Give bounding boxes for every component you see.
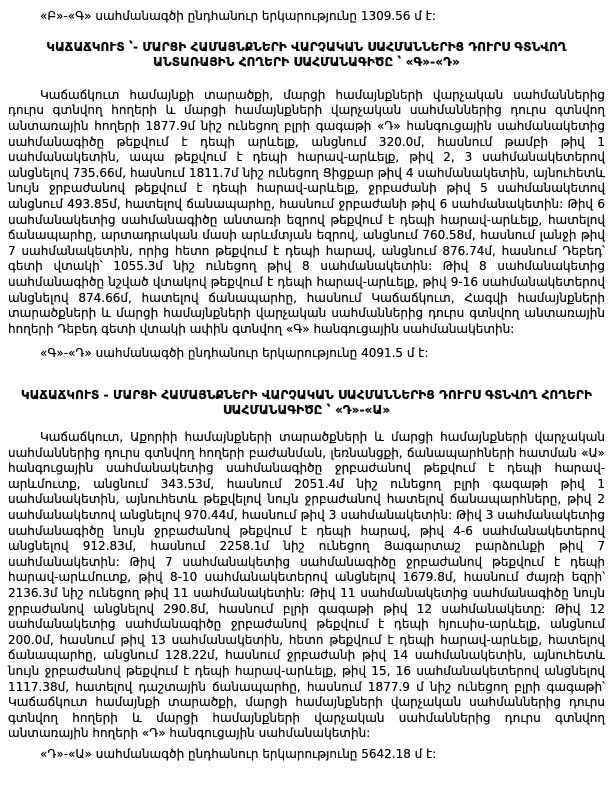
boundary-d-a-total-length-line: «Դ»-«Ա» սահմանագծի ընդհանուր երկարությունը 5642.18 մ է: — [40, 746, 437, 761]
section-forest-lands-body: Կաճաճկուտ համայնքի տարածքի, մարցի համայնքների վարչական սահմաններից դուրս գտնվող հողերի և մարցի համայնքների վարչական սահմաններից դուրս գտնվող անտառային հողերի 1877.9մ նիշ ունեցող բլրի գագաթի «Դ» հանգուցային սահմանակետից սահմանագիծը թեքվում է դեպի արևելք, անցնում 320.0մ, հասնում թամբի թիվ 1 սահմանակետին, ապա թեքվում է դեպի հարավ-արևելք, թիվ 2, 3 սահմանակետերով անցնելով 735.66մ, հասնում 1811.7մ նիշ ունեցող Ցիցքար թիվ 4 սահմանակետին, այնուհետև նույն ջրբաժանով թեքվում է դեպի հարավ-արևելք, ջրբաժանի թիվ 5 սահմանակետով անցնում 493.85մ, հատելով ճանապարհը, հասնում ջրբաժանի թիվ 6 սահմանակետին: Թիվ 6 սահմանակետից սահմանագիծը անտառի եզրով թեքվում է դեպի հարավ-արևելք, հատելով ճանապարհը, արտադրական մասի արևմտյան եզրով, անցնում 760.58մ, հասնում լանջի թիվ 7 սահմանակետին, որից հետո թեքվում է դեպի հարավ, անցնում 876.74մ, հասնում Դեբեդ՝ գետի վտակի՝ 1055.3մ նիշ ունեցող թիվ 8 սահմանակետին: Թիվ 8 սահմանակետից սահմանագիծը նշված վտակով թեքվում է դեպի հարավ-արևելք, թիվ 9-16 սահմանակետերով անցնելով 874.66մ, հատելով ճանապարհը, հասնում Կաճաճկուտ, Հագվի համայնքների տարածքների և մարցի համայնքների վարչական սահմաններից դուրս գտնվող անտառային հողերի Դեբեդ գետի վտակի ափին գտնվող «Գ» հանգուցային սահմանակետին: — [8, 87, 605, 336]
boundary-g-d-total-length-line: «Գ»-«Դ» սահմանագծի ընդհանուր երկարությունը 4091.5 մ է: — [40, 346, 429, 361]
boundary-b-g-total-length-line: «Բ»-«Գ» սահմանագծի ընդհանուր երկարությունը 1309.56 մ է: — [40, 9, 436, 23]
section-lands-body: Կաճաճկուտ, Աքորիի համայնքների տարածքների և մարցի համայնքների վարչական սահմաններից դուրս գտնվող հողերի բաժանման, լեռնանցքի, ճանապարհների հատման «Ա» հանգուցային սահմանակետից սահմանագիծը ջրբաժանով թեքվում է դեպի հարավ-արևմուտք, անցնում 343.53մ, հասնում 2051.4մ նիշ ունեցող բլրի գագաթի թիվ 1 սահմանակետին, այնուհետև թեքվելով նույն ջրբաժանով հատելով ճանապարհները, թիվ 2 սահմանակետով անցնելով 970.44մ, հասնում թիվ 3 սահմանակետին: Թիվ 3 սահմանակետից սահմանագիծը նույն ջրբաժանով թեքվում է դեպի հարավ, թիվ 4-6 սահմանակետերով անցնելով 912.83մ, հասնում 2258.1մ նիշ ունեցող Յագարտաշ բարձունքի թիվ 7 սահմանակետին: Թիվ 7 սահմանակետից սահմանագիծը ջրբաժանով թեքվում է դեպի հարավ-արևմուտք, թիվ 8-10 սահմանակետերով անցնելով 1679.8մ, հասնում ժայռի եզրի՝ 2136.3մ նիշ ունեցող թիվ 11 սահմանակետին: Թիվ 11 սահմանակետից սահմանագիծը նույն ջրբաժանով անցնելով 290.8մ, հասնում բլրի գագաթի թիվ 12 սահմանակետը: Թիվ 12 սահմանակետից սահմանագիծը ջրբաժանով թեքվում է դեպի հյուսիս-արևելք, անցնում 200.0մ, հասնում թիվ 13 սահմանակետին, հետո թեքվում է դեպի հարավ-արևելք, հատելով ճանապարհը, անցնում 128.22մ, հասնում ջրբաժանի թիվ 14 սահմանակետին, այնուհետև նույն ջրբաժանով թեքվում է դեպի հարավ-արևելք, թիվ 15, 16 սահմանակետերով անցնելով 1117.38մ, հատելով դաշտային ճանապարհը, հասնում 1877.9 մ նիշ ունեցող բլրի գագաթի՝ Կաճաճկուտ համայնքի տարածքի, մարցի համայնքների վարչական սահմաններից դուրս գտնվող հողերի և մարցի համայնքների վարչական սահմաններից դուրս գտնվող անտառային հողերի «Դ» հանգուցային սահմանակետին: — [8, 430, 605, 741]
section-lands-heading: ԿԱՃԱՃԿՈՒՏ - ՄԱՐՑԻ ՀԱՄԱՅՆՔՆԵՐԻ ՎԱՐՉԱԿԱՆ ՍԱՀՄԱՆՆԵՐԻՑ ԴՈՒՐՍ ԳՏՆՎՈՂ ՀՈՂԵՐԻ ՍԱՀՄԱՆԱԳԻԾԸ ՝ «Դ»-«Ա» — [20, 387, 593, 418]
section-forest-lands-heading: ԿԱՃԱՃԿՈՒՏ ՝- ՄԱՐՑԻ ՀԱՄԱՅՆՔՆԵՐԻ ՎԱՐՉԱԿԱՆ ՍԱՀՄԱՆՆԵՐԻՑ ԴՈՒՐՍ ԳՏՆՎՈՂ ԱՆՏԱՌԱՅԻՆ ՀՈՂԵՐԻ ՍԱՀՄԱՆԱԳԻԾԸ ՝ «Գ»-«Դ» — [46, 39, 567, 70]
